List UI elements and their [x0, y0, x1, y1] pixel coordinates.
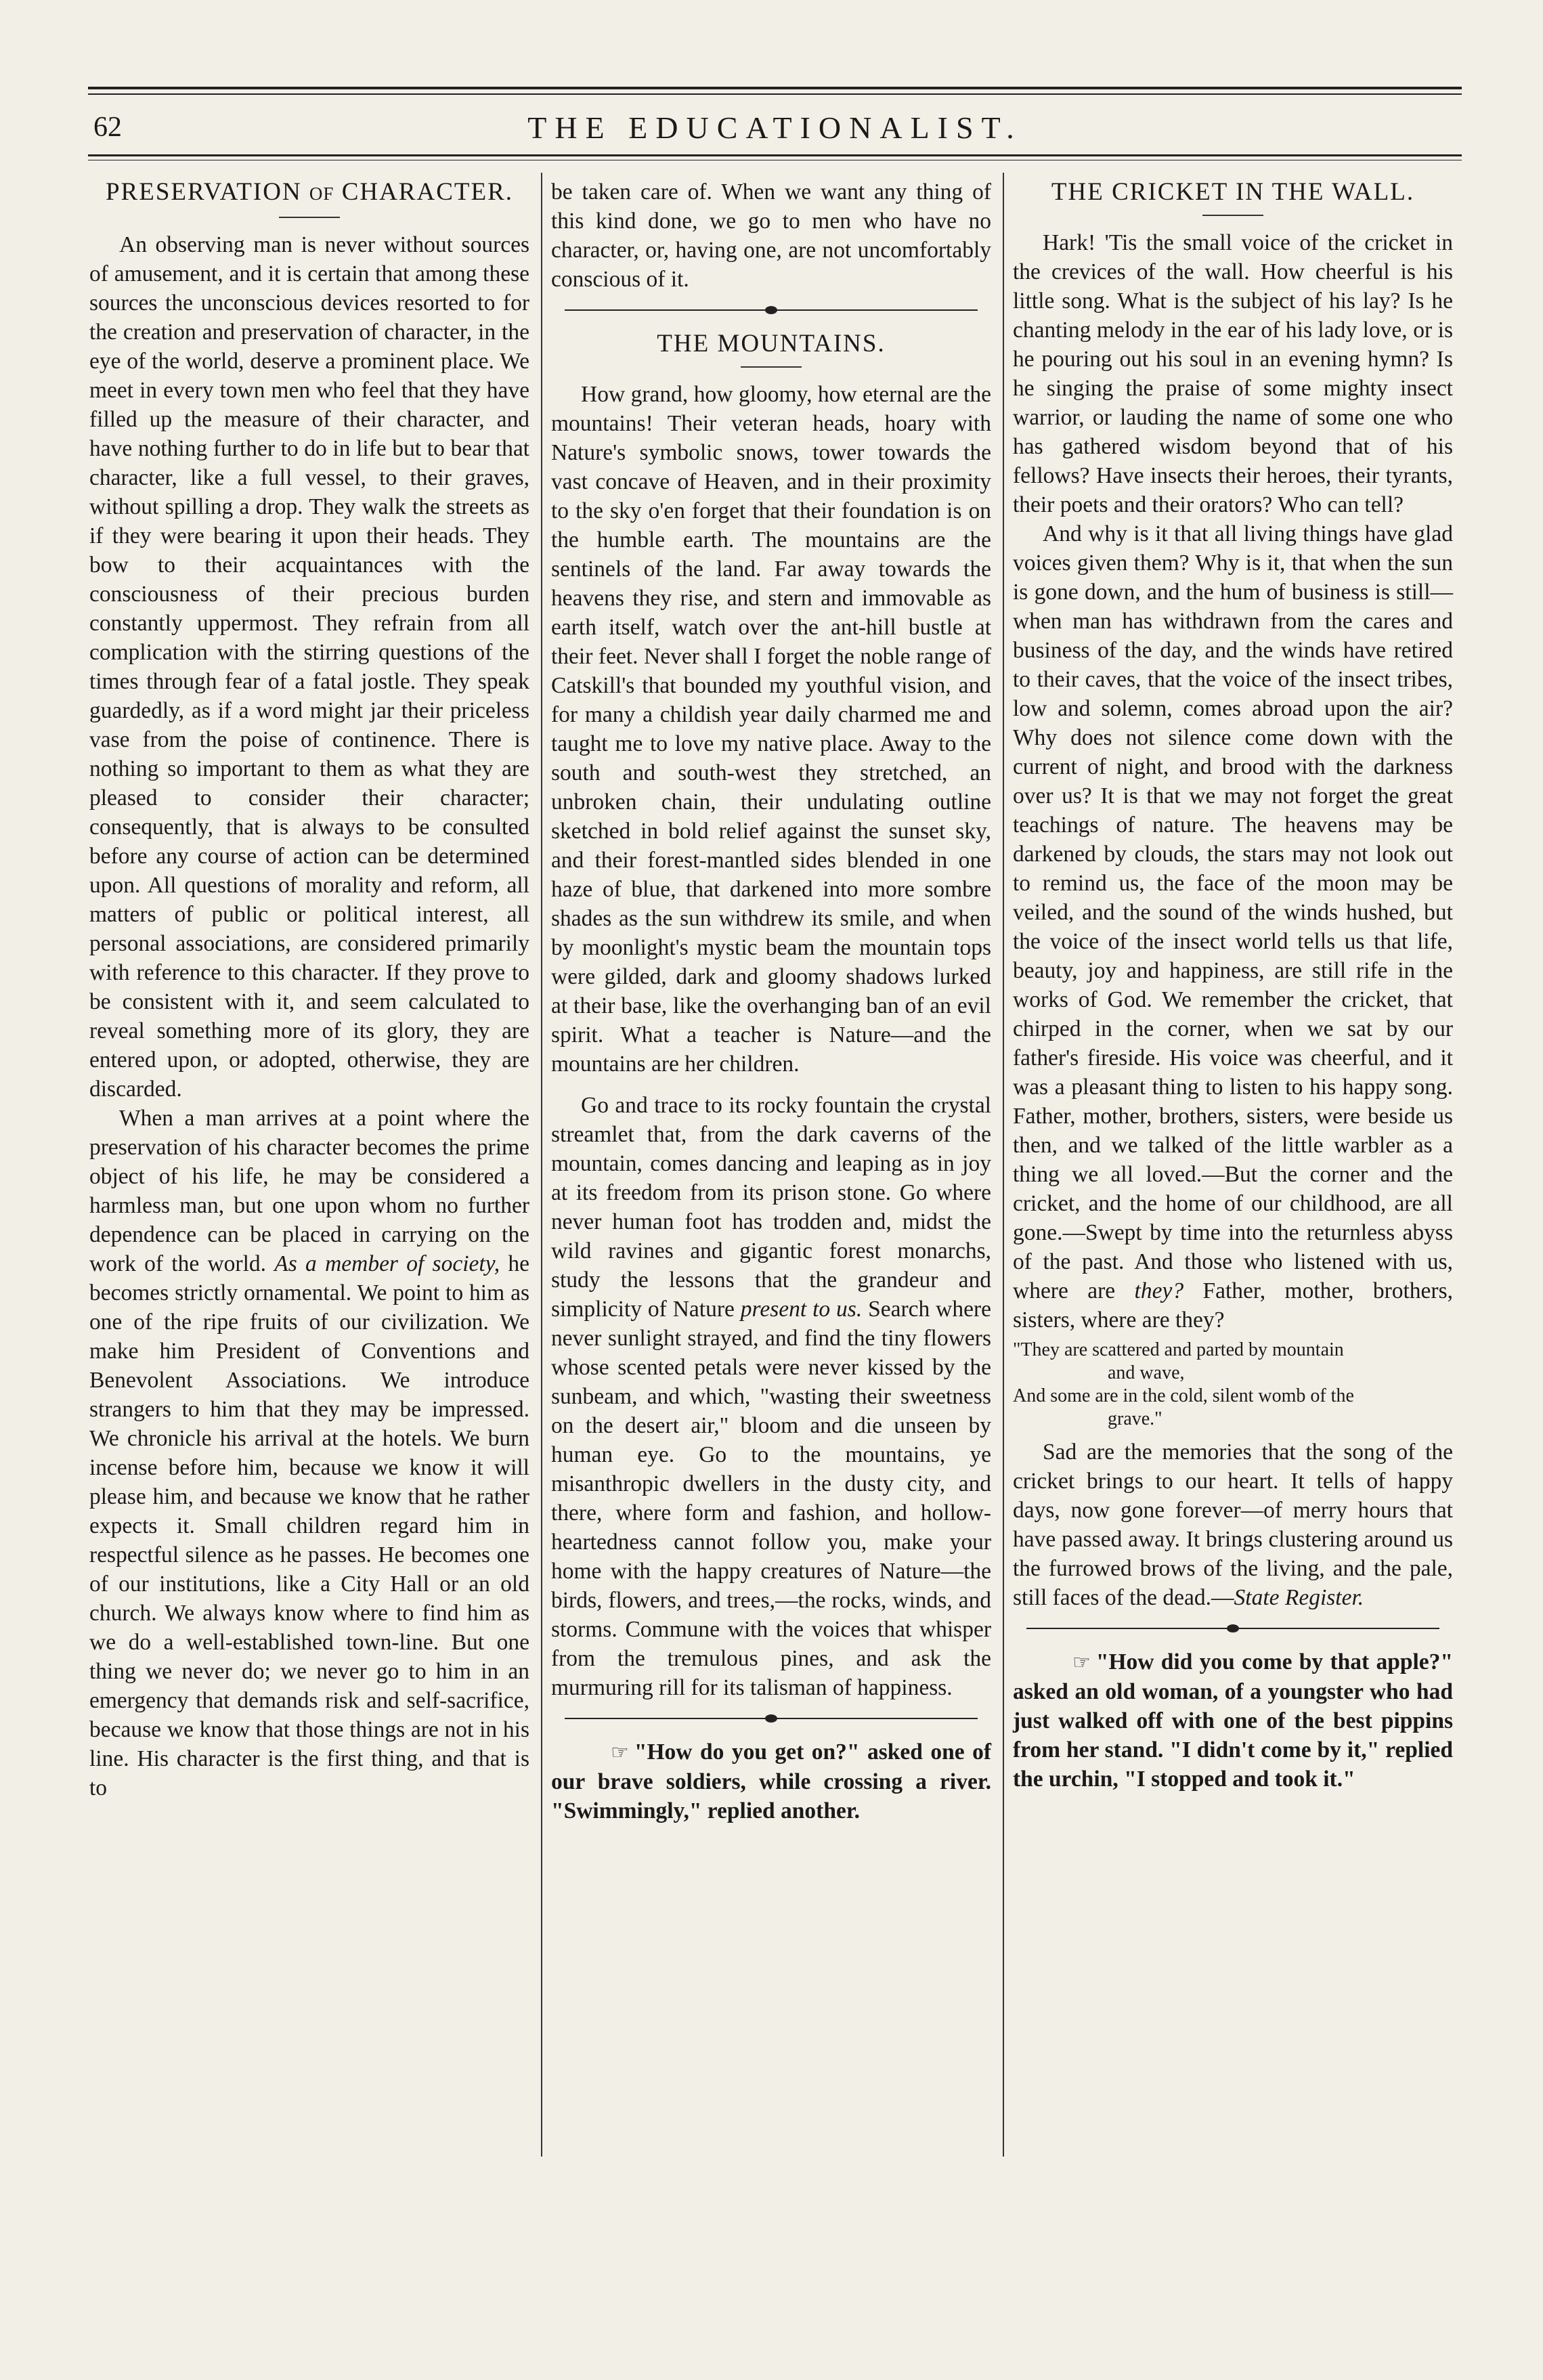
header-rule — [88, 154, 1462, 156]
preservation-p2-b: he becomes strictly ornamental. We point to him as one of the ripe fruits of our civilization. We make him President of Conventions and Benevolent Associations. We introduce strangers to him that they may be impressed. We chronicle his arrival at the hotels. We burn incense before him, because we know it will please him, and because we know that he rather expects it. Small children regard him in respectful silence as he passes. He becomes one of our institutions, like a City Hall or an old church. We always know where to find him as we do a well-established town-line. But one thing we never do; we never go to him in an emergency that demands risk and self-sacrifice, because we know that those things are not in his line. His character is the first thing, and that is to — [89, 1251, 529, 1800]
ornamental-divider — [1026, 1622, 1439, 1635]
poem-line-3: And some are in the cold, silent womb of the — [1013, 1385, 1354, 1406]
mountains-p2-b: Search where never sunlight strayed, and find the tiny flowers whose scented petals were never kissed by the sunbeam, and which, "wasting their sweetness on the desert air," bloom and die unseen by human eye. Go to the mountains, ye misanthropic dwellers in the dusty city, and there, where form and fashion, and hollow-heartedness cannot follow you, make your home with the happy creatures of Nature—the birds, flowers, and trees,—the rocks, winds, and storms. Commune with the voices that whisper from the tremulous pines, and ask the murmuring rill for its talisman of happiness. — [551, 1297, 991, 1700]
apple-anecdote — [1013, 1647, 1453, 1794]
title-short-rule — [741, 366, 802, 368]
mountains-paragraph-2 — [551, 1091, 991, 1702]
cricket-paragraph-2 — [1013, 519, 1453, 1335]
poem-line-1: "They are scattered and parted by mountain — [1013, 1339, 1344, 1360]
preservation-p2-a: When a man arrives at a point where the preservation of his character becomes the prime object of his life, he may be considered a harmless man, but one upon whom no further dependence can be placed in carrying on the work of the world. — [89, 1106, 529, 1276]
column-3 — [1013, 177, 1453, 1794]
top-rule — [88, 87, 1462, 89]
page-header — [88, 108, 1462, 156]
pointing-hand-icon: ☞ — [611, 1741, 629, 1764]
cricket-p3-text: Sad are the memories that the song of the cricket brings to our heart. It tells of happy days, now gone forever—of merry hours that have passed away. It brings clustering around us the furrowed brows of the living, and the pale, still faces of the dead.— — [1013, 1440, 1453, 1610]
cricket-p2-b: Father, mother, brothers, sisters, where are they? — [1013, 1278, 1453, 1333]
top-rule-thin — [88, 93, 1462, 95]
cricket-p2-a: And why is it that all living things have glad voices given them? Why is it, that when the sun is gone down, and the hum of business is still—when man has withdrawn from the cares and business of the day, and the winds have retired to their caves, that the voice of the insect tribes, low and solemn, comes abroad upon the air? Why does not silence come down with the current of night, and brood with the darkness over us? It is that we may not forget the great teachings of nature. The heavens may be darkened by clouds, the stars may not look out to remind us, the face of the moon may be veiled, and the sound of the winds hushed, but the voice of the insect world tells us that life, beauty, joy and happiness, are still rife in the works of God. We remember the cricket, that chirped in the corner, when we sat by our father's fireside. His voice was cheerful, and it was a pleasant thing to listen to his happy song. Father, mother, brothers, sisters, were beside us then, and we talked of the little warbler as a thing we all loved.—But the corner and the cricket, and the home of our childhood, are all gone.—Swept by time into the returnless abyss of the past. And those who listened with us, where are — [1013, 521, 1453, 1303]
apple-text: "How did you come by that apple?" asked an old woman, of a youngster who had just walked off with one of the best pippins from her stand. "I didn't come by it," replied the urchin, "I stopped and took it." — [1013, 1649, 1453, 1792]
preservation-p2-italic: As a member of society, — [274, 1251, 500, 1276]
column-divider-1 — [541, 173, 542, 2157]
title-preservation-suffix: CHARACTER. — [341, 178, 514, 206]
poem-line-2: and wave, — [1108, 1362, 1185, 1383]
article-title-cricket: THE CRICKET IN THE WALL. — [1051, 178, 1415, 206]
preservation-continuation: be taken care of. When we want any thing of this kind done, we go to men who have no character, or, having one, are not uncomfortably conscious of it. — [551, 179, 991, 292]
soldiers-text: "How do you get on?" asked one of our brave soldiers, while crossing a river. "Swimmingly," replied another. — [551, 1739, 991, 1823]
mountains-p2-a: Go and trace to its rocky fountain the crystal streamlet that, from the dark caverns of the mountain, comes dancing and leaping as in joy at its freedom from its prison stone. Go where never human foot has trodden and, midst the wild ravines and gigantic forest monarchs, study the lessons that the grandeur and simplicity of Nature — [551, 1093, 991, 1322]
soldiers-anecdote — [551, 1737, 991, 1825]
cricket-paragraph-3 — [1013, 1437, 1453, 1612]
page-number: 62 — [93, 112, 122, 143]
poem-line-4: grave." — [1108, 1408, 1162, 1429]
preservation-paragraph-2 — [89, 1104, 529, 1802]
cricket-poem-quote — [1013, 1339, 1453, 1431]
cricket-signature: State Register. — [1234, 1585, 1364, 1610]
pointing-hand-icon: ☞ — [1072, 1651, 1091, 1674]
title-preservation-prefix: PRESERVATION — [105, 178, 302, 206]
mountains-p2-italic: present to us. — [740, 1297, 863, 1322]
column-2 — [551, 177, 991, 1825]
ornamental-divider — [565, 303, 978, 317]
preservation-paragraph-1: An observing man is never without sources of amusement, and it is certain that among these sources the unconscious devices resorted to for the creation and preservation of character, in the eye of the world, deserve a prominent place. We meet in every town men who feel that they have filled up the measure of their character, and have nothing further to do in life but to bear that character, like a full vessel, to their graves, without spilling a drop. They walk the streets as if they were bearing it upon their heads. They bow to their acquaintances with the consciousness of their precious burden constantly uppermost. They refrain from all complication with the stirring questions of the times through fear of a fatal jostle. They speak guardedly, as if a word might jar their priceless vase from the poise of continence. There is nothing so important to them as what they are pleased to consider their character; consequently, that is always to be consulted before any course of action can be determined upon. All questions of morality and reform, all matters of public or political interest, all personal associations, are considered primarily with reference to this character. If they prove to be consistent with it, and seem calculated to reveal something more of its glory, they are entered upon, or adopted, otherwise, they are discarded. — [89, 232, 529, 1102]
title-preservation-of: OF — [309, 183, 334, 204]
cricket-paragraph-1: Hark! 'Tis the small voice of the cricket in the crevices of the wall. How cheerful is his little song. What is the subject of his lay? Is he chanting melody in the ear of his lady love, or is he pouring out his soul in an evening hymn? Is he singing the praise of some mighty insect warrior, or lauding the name of some one who has gathered wisdom beyond that of his fellows? Have insects their heroes, their tyrants, their poets and their orators? Who can tell? — [1013, 230, 1453, 517]
journal-title: THE EDUCATIONALIST. — [527, 110, 1022, 145]
ornamental-divider — [565, 1712, 978, 1725]
title-short-rule — [1202, 215, 1263, 216]
column-1 — [89, 177, 529, 1802]
title-short-rule — [279, 217, 340, 218]
cricket-p2-italic: they? — [1134, 1278, 1184, 1303]
article-title-preservation — [89, 177, 529, 209]
column-divider-2 — [1003, 173, 1004, 2157]
mountains-paragraph-1: How grand, how gloomy, how eternal are the mountains! Their veteran heads, hoary with Nature's symbolic snows, tower towards the vast concave of Heaven, and in their proximity to the sky o'en forget that their foundation is on the humble earth. The mountains are the sentinels of the land. Far away towards the heavens they rise, and stern and immovable as earth itself, watch over the ant-hill bustle at their feet. Never shall I forget the noble range of Catskill's that bounded my youthful vision, and for many a childish year daily charmed me and taught me to love my native place. Away to the south and south-west they stretched, an unbroken chain, their undulating outline sketched in bold relief against the sunset sky, and their forest-mantled sides blended in one haze of blue, that darkened into more sombre shades as the sun withdrew its smile, and when by moonlight's mystic beam the mountain tops were gilded, dark and gloomy shadows lurked at their base, like the overhanging ban of an evil spirit. What a teacher is Nature—and the mountains are her children. — [551, 382, 991, 1077]
article-title-mountains: THE MOUNTAINS. — [657, 330, 886, 358]
